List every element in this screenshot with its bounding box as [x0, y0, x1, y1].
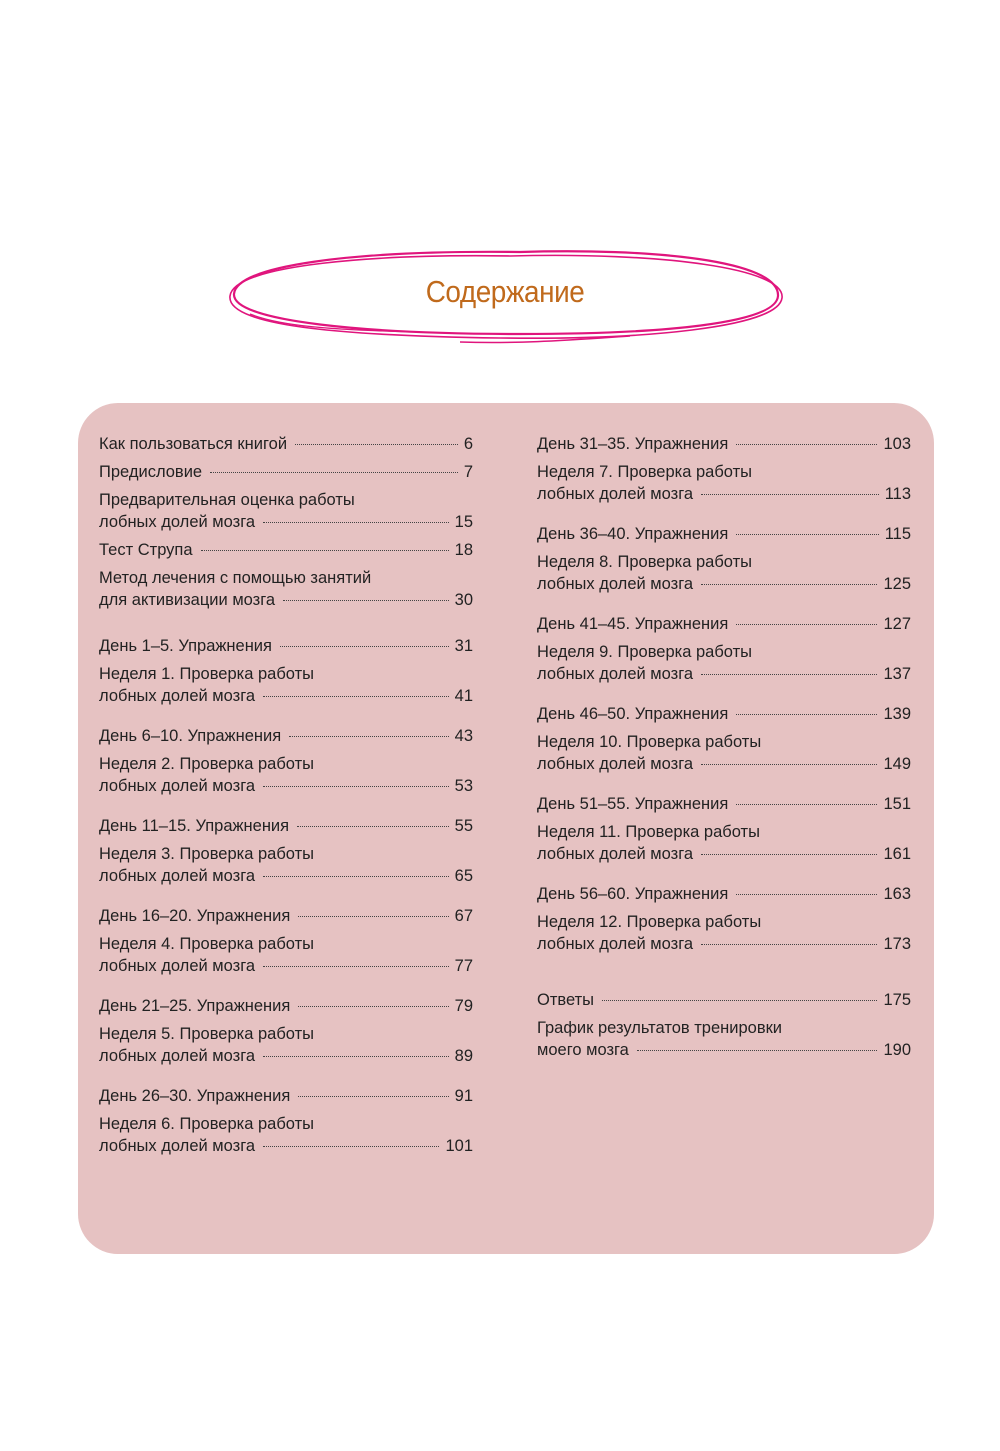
toc-entry-title-cont: лобных долей мозга	[99, 687, 256, 705]
dot-leader	[210, 472, 458, 473]
toc-page-number: 127	[883, 615, 911, 633]
dot-leader	[289, 736, 449, 737]
toc-entry[interactable]	[99, 815, 473, 837]
toc-entry[interactable]	[99, 489, 473, 533]
toc-entry-title-cont: лобных долей мозга	[537, 845, 694, 863]
toc-entry-title: Метод лечения с помощью занятий	[99, 569, 372, 587]
toc-page-number: 163	[883, 885, 911, 903]
toc-page-number: 113	[884, 485, 911, 503]
toc-page-number: 15	[454, 513, 473, 531]
toc-entry[interactable]	[99, 1113, 473, 1157]
toc-entry-title: Неделя 9. Проверка работы	[537, 643, 752, 661]
toc-entry[interactable]	[537, 989, 911, 1011]
toc-entry-title: Неделя 3. Проверка работы	[99, 845, 314, 863]
dot-leader	[736, 804, 877, 805]
dot-leader	[263, 876, 449, 877]
toc-entry-title-cont: лобных долей мозга	[537, 575, 694, 593]
toc-page-number: 30	[454, 591, 473, 609]
toc-entry-title-cont: лобных долей мозга	[537, 665, 694, 683]
toc-entry-title: Неделя 6. Проверка работы	[99, 1115, 314, 1133]
toc-entry-title: День 16–20. Упражнения	[99, 907, 291, 925]
toc-entry-title: День 1–5. Упражнения	[99, 637, 272, 655]
toc-entry-title: День 51–55. Упражнения	[537, 795, 729, 813]
toc-entry-title: Неделя 10. Проверка работы	[537, 733, 762, 751]
dot-leader	[637, 1050, 878, 1051]
toc-entry[interactable]	[99, 905, 473, 927]
toc-entry[interactable]	[537, 461, 911, 505]
dot-leader	[280, 646, 449, 647]
toc-entry-title: День 36–40. Упражнения	[537, 525, 729, 543]
toc-entry[interactable]	[99, 843, 473, 887]
toc-entry-title-cont: лобных долей мозга	[99, 867, 256, 885]
toc-entry[interactable]	[537, 793, 911, 815]
toc-entry-title: Неделя 4. Проверка работы	[99, 935, 314, 953]
toc-page-number: 149	[883, 755, 911, 773]
toc-entry[interactable]	[99, 433, 473, 455]
toc-page-number: 18	[454, 541, 473, 559]
toc-entry-title-cont: лобных долей мозга	[99, 957, 256, 975]
dot-leader	[298, 1096, 448, 1097]
toc-entry[interactable]	[99, 567, 473, 611]
toc-page-number: 31	[454, 637, 473, 655]
toc-page-number: 161	[883, 845, 911, 863]
toc-entry[interactable]	[99, 725, 473, 747]
toc-page-number: 55	[454, 817, 473, 835]
dot-leader	[201, 550, 449, 551]
toc-page-number: 77	[454, 957, 473, 975]
dot-leader	[295, 444, 458, 445]
toc-entry-title: День 11–15. Упражнения	[99, 817, 290, 835]
toc-page-number: 151	[883, 795, 911, 813]
toc-entry-title-cont: лобных долей мозга	[537, 485, 694, 503]
toc-entry[interactable]	[537, 613, 911, 635]
toc-entry[interactable]	[99, 753, 473, 797]
dot-leader	[263, 1146, 439, 1147]
toc-entry[interactable]	[537, 821, 911, 865]
dot-leader	[298, 1006, 448, 1007]
dot-leader	[602, 1000, 877, 1001]
toc-entry-title: Тест Струпа	[99, 541, 193, 559]
toc-entry[interactable]	[99, 539, 473, 561]
dot-leader	[701, 764, 877, 765]
title-block	[220, 236, 790, 354]
dot-leader	[701, 674, 877, 675]
toc-entry-title: Неделя 8. Проверка работы	[537, 553, 752, 571]
toc-entry[interactable]	[99, 933, 473, 977]
toc-page-number: 173	[883, 935, 911, 953]
dot-leader	[736, 444, 877, 445]
toc-page-number: 175	[883, 991, 911, 1009]
dot-leader	[263, 696, 449, 697]
toc-entry-title: Неделя 12. Проверка работы	[537, 913, 762, 931]
toc-page-number: 103	[883, 435, 911, 453]
toc-entry-title: Как пользоваться книгой	[99, 435, 288, 453]
page-title: Содержание	[425, 274, 585, 309]
toc-entry[interactable]	[99, 1023, 473, 1067]
toc-entry-title: Неделя 1. Проверка работы	[99, 665, 314, 683]
toc-entry[interactable]	[537, 1017, 911, 1061]
toc-entry[interactable]	[99, 995, 473, 1017]
dot-leader	[297, 826, 449, 827]
toc-entry-title-cont: лобных долей мозга	[99, 1047, 256, 1065]
dot-leader	[283, 600, 449, 601]
toc-entry-title: Неделя 2. Проверка работы	[99, 755, 314, 773]
toc-entry-title: Предварительная оценка работы	[99, 491, 355, 509]
dot-leader	[701, 854, 877, 855]
toc-page-number: 65	[454, 867, 473, 885]
toc-page-number: 6	[463, 435, 473, 453]
toc-entry-title: Неделя 7. Проверка работы	[537, 463, 752, 481]
toc-page-number: 43	[454, 727, 473, 745]
toc-page-number: 137	[883, 665, 911, 683]
toc-entry-title: Неделя 5. Проверка работы	[99, 1025, 314, 1043]
toc-entry[interactable]	[99, 461, 473, 483]
toc-entry-title-cont: лобных долей мозга	[99, 513, 256, 531]
toc-entry[interactable]	[537, 703, 911, 725]
dot-leader	[701, 584, 877, 585]
toc-entry-title-cont: лобных долей мозга	[537, 935, 694, 953]
toc-entry[interactable]	[99, 635, 473, 657]
toc-entry-title-cont: для активизации мозга	[99, 591, 276, 609]
toc-page-number: 53	[454, 777, 473, 795]
toc-entry-title: День 26–30. Упражнения	[99, 1087, 291, 1105]
dot-leader	[736, 714, 877, 715]
dot-leader	[736, 624, 877, 625]
toc-entry-title: День 21–25. Упражнения	[99, 997, 291, 1015]
toc-entry-title: День 56–60. Упражнения	[537, 885, 729, 903]
toc-entry[interactable]	[99, 1085, 473, 1107]
toc-entry-title: График результатов тренировки	[537, 1019, 783, 1037]
toc-page-number: 139	[883, 705, 911, 723]
toc-page-number: 79	[454, 997, 473, 1015]
toc-entry-title-cont: лобных долей мозга	[99, 777, 256, 795]
toc-page-number: 101	[445, 1137, 473, 1155]
toc-entry-title: Предисловие	[99, 463, 203, 481]
toc-entry[interactable]	[537, 731, 911, 775]
toc-page-number: 91	[454, 1087, 473, 1105]
toc-entry[interactable]	[537, 551, 911, 595]
toc-entry[interactable]	[537, 883, 911, 905]
toc-entry[interactable]	[537, 641, 911, 685]
toc-entry[interactable]	[537, 911, 911, 955]
dot-leader	[736, 534, 878, 535]
dot-leader	[263, 1056, 449, 1057]
toc-page-number: 89	[454, 1047, 473, 1065]
toc-entry-title: День 6–10. Упражнения	[99, 727, 282, 745]
dot-leader	[701, 494, 879, 495]
dot-leader	[298, 916, 448, 917]
toc-page-number: 67	[454, 907, 473, 925]
toc-entry[interactable]	[537, 433, 911, 455]
toc-entry-title-cont: лобных долей мозга	[537, 755, 694, 773]
toc-page-number: 41	[454, 687, 473, 705]
toc-entry-title: День 31–35. Упражнения	[537, 435, 729, 453]
toc-entry-title: День 41–45. Упражнения	[537, 615, 729, 633]
toc-entry-title-cont: моего мозга	[537, 1041, 629, 1059]
toc-entry-title: Неделя 11. Проверка работы	[537, 823, 760, 841]
toc-entry-title-cont: лобных долей мозга	[99, 1137, 256, 1155]
toc-page-number: 115	[884, 525, 911, 543]
toc-page-number: 190	[883, 1041, 911, 1059]
dot-leader	[263, 522, 449, 523]
toc-page-number: 125	[883, 575, 911, 593]
dot-leader	[701, 944, 877, 945]
toc-entry-title: День 46–50. Упражнения	[537, 705, 729, 723]
dot-leader	[263, 786, 449, 787]
dot-leader	[263, 966, 449, 967]
dot-leader	[736, 894, 877, 895]
toc-entry[interactable]	[99, 663, 473, 707]
toc-page-number: 7	[463, 463, 473, 481]
toc-entry[interactable]	[537, 523, 911, 545]
toc-entry-title: Ответы	[537, 991, 595, 1009]
